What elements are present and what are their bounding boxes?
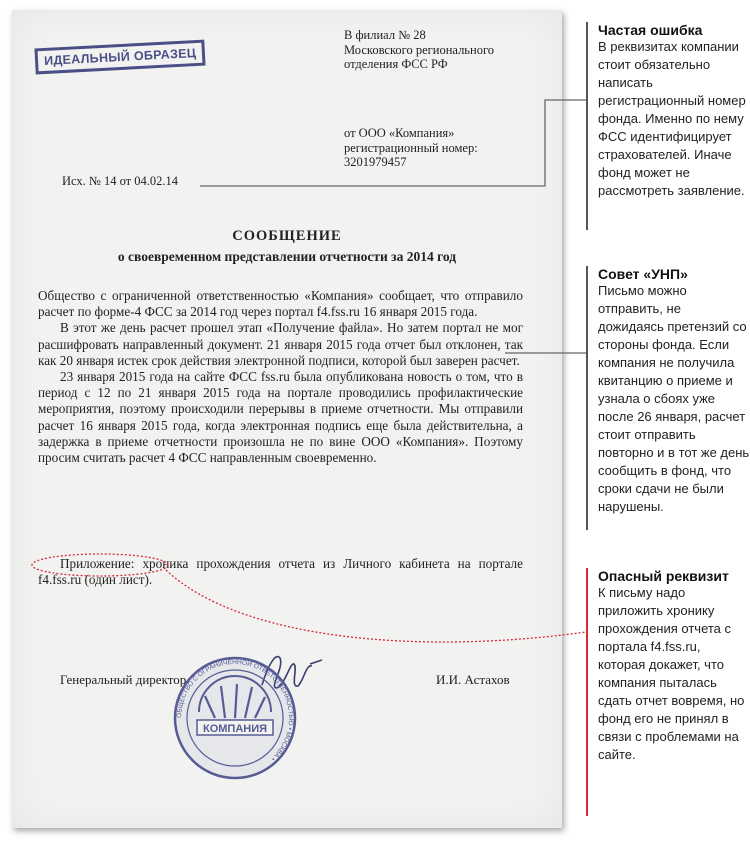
recipient-line: Московского регионального	[344, 42, 495, 57]
company-seal	[175, 658, 295, 778]
sidebar-bar-error	[586, 22, 588, 230]
sender-line: регистрационный номер:	[344, 140, 478, 155]
recipient-line: В филиал № 28	[344, 28, 426, 42]
sidebar-bar-advice	[586, 266, 588, 530]
body-paragraph: 23 января 2015 года на сайте ФСС fss.ru была опубликована новость о том, что в период с 12 по 21 января 2015 года на портале проводились профилактические мероприятия, поэтому происходили перерывы в приеме отчетности. Мы отправили расчет 16 января 2015 года, когда электронная подпись еще была действительна, а задержка в приеме отчетности произошла не по вине ООО «Компания». Поэтому просим считать расчет 4 ФСС направленным своевременно.	[38, 369, 523, 466]
sender-line: от ООО «Компания»	[344, 126, 455, 140]
sidebar-note-dangerous-detail	[598, 568, 750, 764]
sidebar-note-title: Совет «УНП»	[598, 266, 688, 282]
connector-line-outgoing	[200, 100, 586, 186]
sample-stamp: ИДЕАЛЬНЫЙ ОБРАЗЕЦ	[34, 40, 205, 75]
document-subtitle: о своевременном представлении отчетности за 2014 год	[117, 249, 457, 264]
signer-name: И.И. Астахов	[436, 672, 510, 687]
document-title: СООБЩЕНИЕ	[232, 228, 342, 244]
recipient-line: отделения ФСС РФ	[344, 57, 448, 71]
sidebar-note-text: В реквизитах компании стоит обязательно написать регистрационный номер фонда. Именно по нему ФСС идентифицирует страхователей. Иначе фонд может не рассмотреть заявление.	[598, 39, 746, 198]
highlight-ellipse	[32, 554, 168, 576]
sidebar-note-common-error	[598, 22, 750, 200]
sidebar-note-text: Письмо можно отправить, не дожидаясь претензий со стороны фонда. Если компания не получила квитанцию о приеме и узнала о сбоях уже после 26 января, расчет стоит отправить повторно и в тот же день сообщить в фонд, что сроки сдачи не были нарушены.	[598, 283, 750, 514]
body-paragraph: В этот же день расчет прошел этап «Получение файла». Но затем портал не мог расшифровать направленный документ. 21 января 2015 года отчет был отклонен, так как 20 января истек срок действия электронной подписи, которой был заверен расчет.	[38, 320, 523, 368]
connector-line-attachment	[166, 570, 586, 642]
seal-center-text: КОМПАНИЯ	[202, 723, 268, 735]
sidebar-note-title: Опасный реквизит	[598, 568, 729, 584]
sidebar-note-advice	[598, 266, 750, 516]
sidebar-note-text: К письму надо приложить хронику прохождения отчета с портала f4.fss.ru, которая докажет, что компания пыталась сдать отчет вовремя, но фонд его не принял в связи с проблемами на сайте.	[598, 585, 745, 762]
seal-ring-text: ОБЩЕСТВО С ОГРАНИЧЕННОЙ ОТВЕТСТВЕННОСТЬЮ • МОСКВА •	[175, 658, 295, 762]
sidebar-bar-dangerous	[586, 568, 588, 816]
attachment-note: Приложение: хроника прохождения отчета из Личного кабинета на портале f4.fss.ru (один лист).	[38, 556, 523, 588]
body-paragraph: Общество с ограниченной ответственностью «Компания» сообщает, что отправило расчет по форме-4 ФСС за 2014 год через портал f4.fss.ru 16 января 2015 года.	[38, 288, 523, 320]
signer-position: Генеральный директор	[60, 672, 187, 687]
outgoing-number: Исх. № 14 от 04.02.14	[62, 174, 179, 188]
sidebar-note-title: Частая ошибка	[598, 22, 703, 38]
sender-reg-number: 3201979457	[344, 155, 407, 169]
